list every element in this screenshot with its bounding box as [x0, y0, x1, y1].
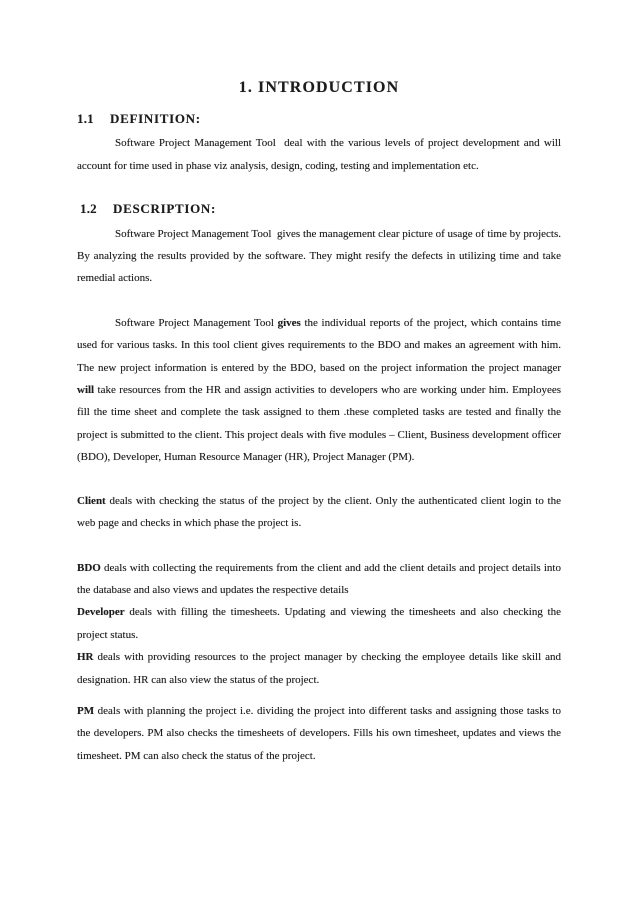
module-hr-paragraph: HR deals with providing resources to the project manager by checking the employee details like skill and designation. HR can also view the status of the project. — [77, 651, 561, 686]
section-number-definition: 1.1 — [77, 111, 94, 126]
section-label-description: DESCRIPTION: — [113, 201, 217, 217]
section-label-definition: DEFINITION: — [110, 111, 201, 126]
section-heading-description — [77, 198, 561, 220]
definition-paragraph: Software Project Management Tool deal with the various levels of project development and will account for time used in phase viz analysis, design, coding, testing and implementation etc. — [77, 137, 561, 172]
module-pm-paragraph: PM deals with planning the project i.e. dividing the project into different tasks and assigning those tasks to the developers. PM also checks the timesheets of developers. Fills his own timesheet, updates and views the timesheet. PM can also check the status of the project. — [77, 704, 561, 762]
section-number-description: 1.2 — [80, 201, 97, 217]
description-intro-paragraph: Software Project Management Tool gives the management clear picture of usage of time by projects. By analyzing the results provided by the software. They might resify the defects in utilizing time and take remedial actions. — [77, 227, 561, 285]
description-overview-paragraph: Software Project Management Tool gives the individual reports of the project, which contains time used for various tasks. In this tool client gives requirements to the BDO and makes an agreement with him. The new project information is entered by the BDO, based on the project information the project manager will take resources from the HR and assign activities to developers who are working under him. Employees fill the time sheet and complete the task assigned to them .these completed tasks are tested and finally the project is submitted to the client. This project deals with five modules – Client, Business development officer (BDO), Developer, Human Resource Manager (HR), Project Manager (PM). — [77, 316, 561, 464]
page-title: 1. INTRODUCTION — [238, 79, 400, 96]
section-heading-definition — [77, 108, 561, 130]
module-client-paragraph: Client deals with checking the status of the project by the client. Only the authenticated client login to the web page and checks in which phase the project is. — [77, 494, 561, 530]
module-bdo-paragraph: BDO deals with collecting the requirements from the client and add the client details and project details into the database and also views and updates the respective details — [77, 561, 561, 596]
module-developer-paragraph: Developer deals with filling the timesheets. Updating and viewing the timesheets and also checking the project status. — [77, 606, 561, 641]
